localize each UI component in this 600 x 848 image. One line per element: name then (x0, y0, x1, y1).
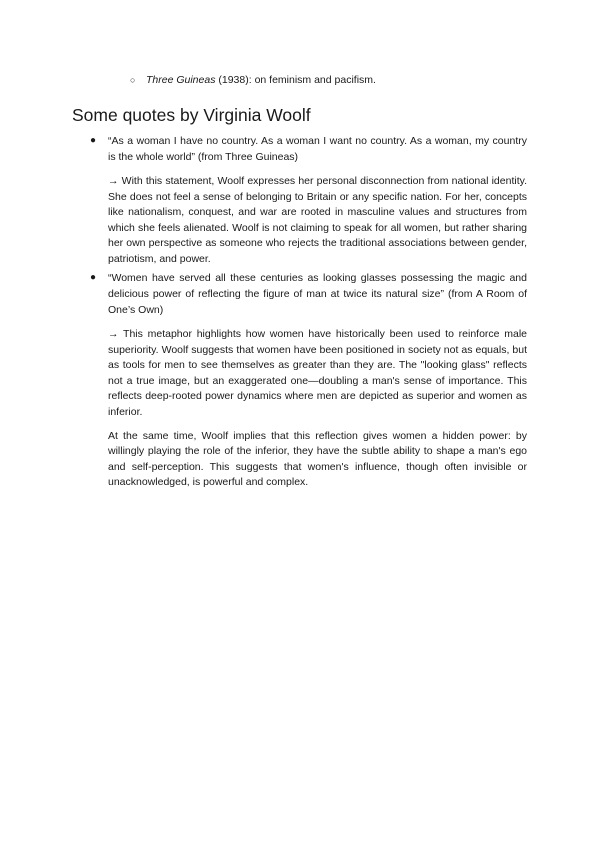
section-heading: Some quotes by Virginia Woolf (72, 105, 311, 125)
bullet-icon: ● (90, 135, 97, 146)
bullet-icon: ● (90, 272, 97, 283)
commentary-paragraph: → This metaphor highlights how women have historically been used to reinforce male superiority. Woolf suggests that women have been positioned in society not as equals, but as tools for men to see themselves as greater than they are. The "looking glass" reflects not a true image, but an exaggerated one—doubling a man's sense of importance. This reflects deep-rooted power dynamics where men are depicted as superior and women as inferior. (108, 328, 527, 418)
quote-content (108, 270, 527, 499)
hollow-bullet-icon: ○ (130, 75, 136, 85)
quote-text: “Women have served all these centuries as looking glasses possessing the magic and delicious power of reflecting the figure of man at twice its natural size” (from A Room of One’s Own) (108, 272, 527, 316)
work-title: Three Guineas (146, 74, 216, 86)
work-description: (1938): on feminism and pacifism. (215, 74, 376, 86)
work-list-item (130, 73, 376, 87)
commentary-paragraph: At the same time, Woolf implies that this reflection gives women a hidden power: by willingly playing the role of the inferior, they have the subtle ability to shape a man's ego and self-perception. This suggests that women's influence, though often invisible or unacknowledged, is powerful and complex. (108, 429, 527, 489)
quote-text: “As a woman I have no country. As a woman I want no country. As a woman, my country is the whole world” (from Three Guineas) (108, 135, 527, 163)
quote-content (108, 133, 527, 276)
commentary-paragraph: → With this statement, Woolf expresses her personal disconnection from national identity. She does not feel a sense of belonging to Britain or any specific nation. For her, concepts like nationalism, conquest, and war are rooted in masculine values and structures from which she feels alienated. Woolf is not claiming to speak for all women, but rather sharing her own perspective as someone who rejects the traditional associations between gender, patriotism, and power. (108, 175, 527, 265)
